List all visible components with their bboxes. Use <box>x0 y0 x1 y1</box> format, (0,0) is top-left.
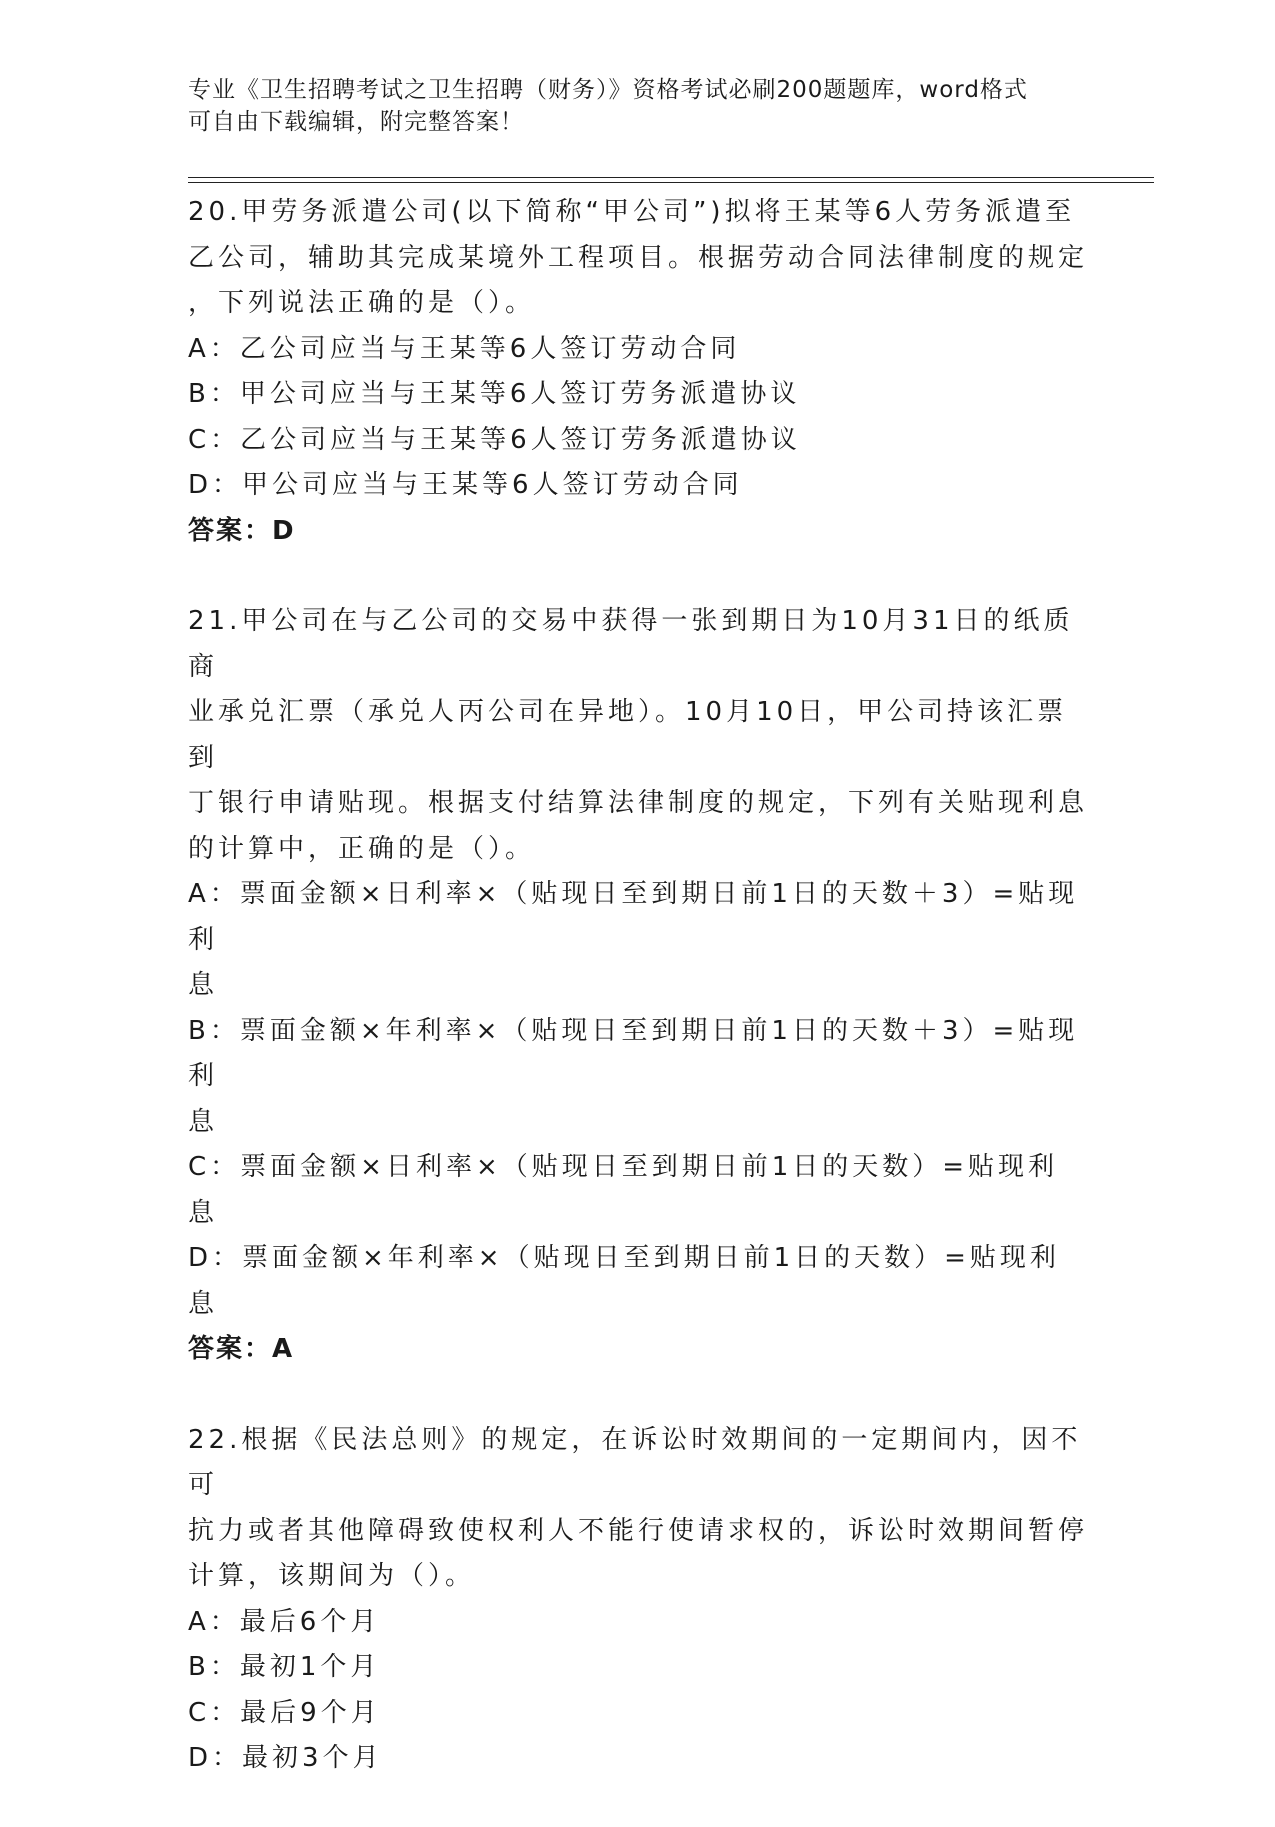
question-20-text-line-2: 乙公司，辅助其完成某境外工程项目。根据劳动合同法律制度的规定 <box>188 242 1089 273</box>
question-21-option-b-cont: 息 <box>188 1106 219 1137</box>
question-21-option-a-cont: 息 <box>188 970 219 1000</box>
question-21-option-c: C：票面金额×日利率×（贴现日至到期日前1日的天数）=贴现利息 <box>188 1152 1059 1228</box>
question-22-option-b: B：最初1个月 <box>188 1652 381 1682</box>
question-20-option-b: B：甲公司应当与王某等6人签订劳务派遣协议 <box>188 379 801 409</box>
answer-value: A <box>272 1334 295 1364</box>
question-20-option-c: C：乙公司应当与王某等6人签订劳务派遣协议 <box>188 424 801 455</box>
header-line-2: 可自由下载编辑，附完整答案！ <box>188 109 524 135</box>
question-22-option-d: D：最初3个月 <box>188 1743 383 1773</box>
header-divider-top <box>188 177 1154 178</box>
question-21-text-line-3: 丁银行申请贴现。根据支付结算法律制度的规定，下列有关贴现利息 <box>188 788 1089 818</box>
header-divider-bottom <box>188 182 1154 183</box>
question-22-option-c: C：最后9个月 <box>188 1697 381 1728</box>
question-20 <box>188 190 1088 554</box>
question-20-option-a: A：乙公司应当与王某等6人签订劳动合同 <box>188 333 741 364</box>
question-21-text-line-2: 业承兑汇票（承兑人丙公司在异地）。10月10日，甲公司持该汇票到 <box>188 697 1068 773</box>
question-21-option-a: A：票面金额×日利率×（贴现日至到期日前1日的天数＋3）=贴现利 <box>188 879 1079 955</box>
question-20-option-d: D：甲公司应当与王某等6人签订劳动合同 <box>188 470 743 500</box>
document-header <box>188 74 1068 138</box>
question-20-text-line-3: ，下列说法正确的是（）。 <box>188 288 536 318</box>
header-line-1: 专业《卫生招聘考试之卫生招聘（财务）》资格考试必刷200题题库，word格式 <box>188 77 1028 103</box>
question-list <box>188 190 1088 1827</box>
question-21-option-d: D：票面金额×年利率×（贴现日至到期日前1日的天数）=贴现利息 <box>188 1243 1060 1319</box>
question-21-text-line-1: 21.甲公司在与乙公司的交易中获得一张到期日为10月31日的纸质商 <box>188 606 1074 682</box>
question-22-text-line-1: 22.根据《民法总则》的规定，在诉讼时效期间的一定期间内，因不可 <box>188 1424 1082 1500</box>
question-21-option-b: B：票面金额×年利率×（贴现日至到期日前1日的天数＋3）=贴现利 <box>188 1015 1079 1091</box>
question-20-answer <box>188 509 1088 555</box>
question-22-text-line-3: 计算，该期间为（）。 <box>188 1561 476 1591</box>
question-21 <box>188 599 1088 1373</box>
question-22-option-a: A：最后6个月 <box>188 1606 381 1637</box>
question-22 <box>188 1418 1088 1782</box>
question-21-answer <box>188 1327 1088 1373</box>
question-22-text-line-2: 抗力或者其他障碍致使权利人不能行使请求权的，诉讼时效期间暂停 <box>188 1515 1089 1546</box>
question-20-text-line-1: 20.甲劳务派遣公司(以下简称“甲公司”)拟将王某等6人劳务派遣至 <box>188 197 1076 227</box>
answer-label: 答案： <box>188 515 273 546</box>
answer-value: D <box>272 515 296 546</box>
question-21-text-line-4: 的计算中，正确的是（）。 <box>188 833 536 864</box>
answer-label: 答案： <box>188 1334 273 1364</box>
